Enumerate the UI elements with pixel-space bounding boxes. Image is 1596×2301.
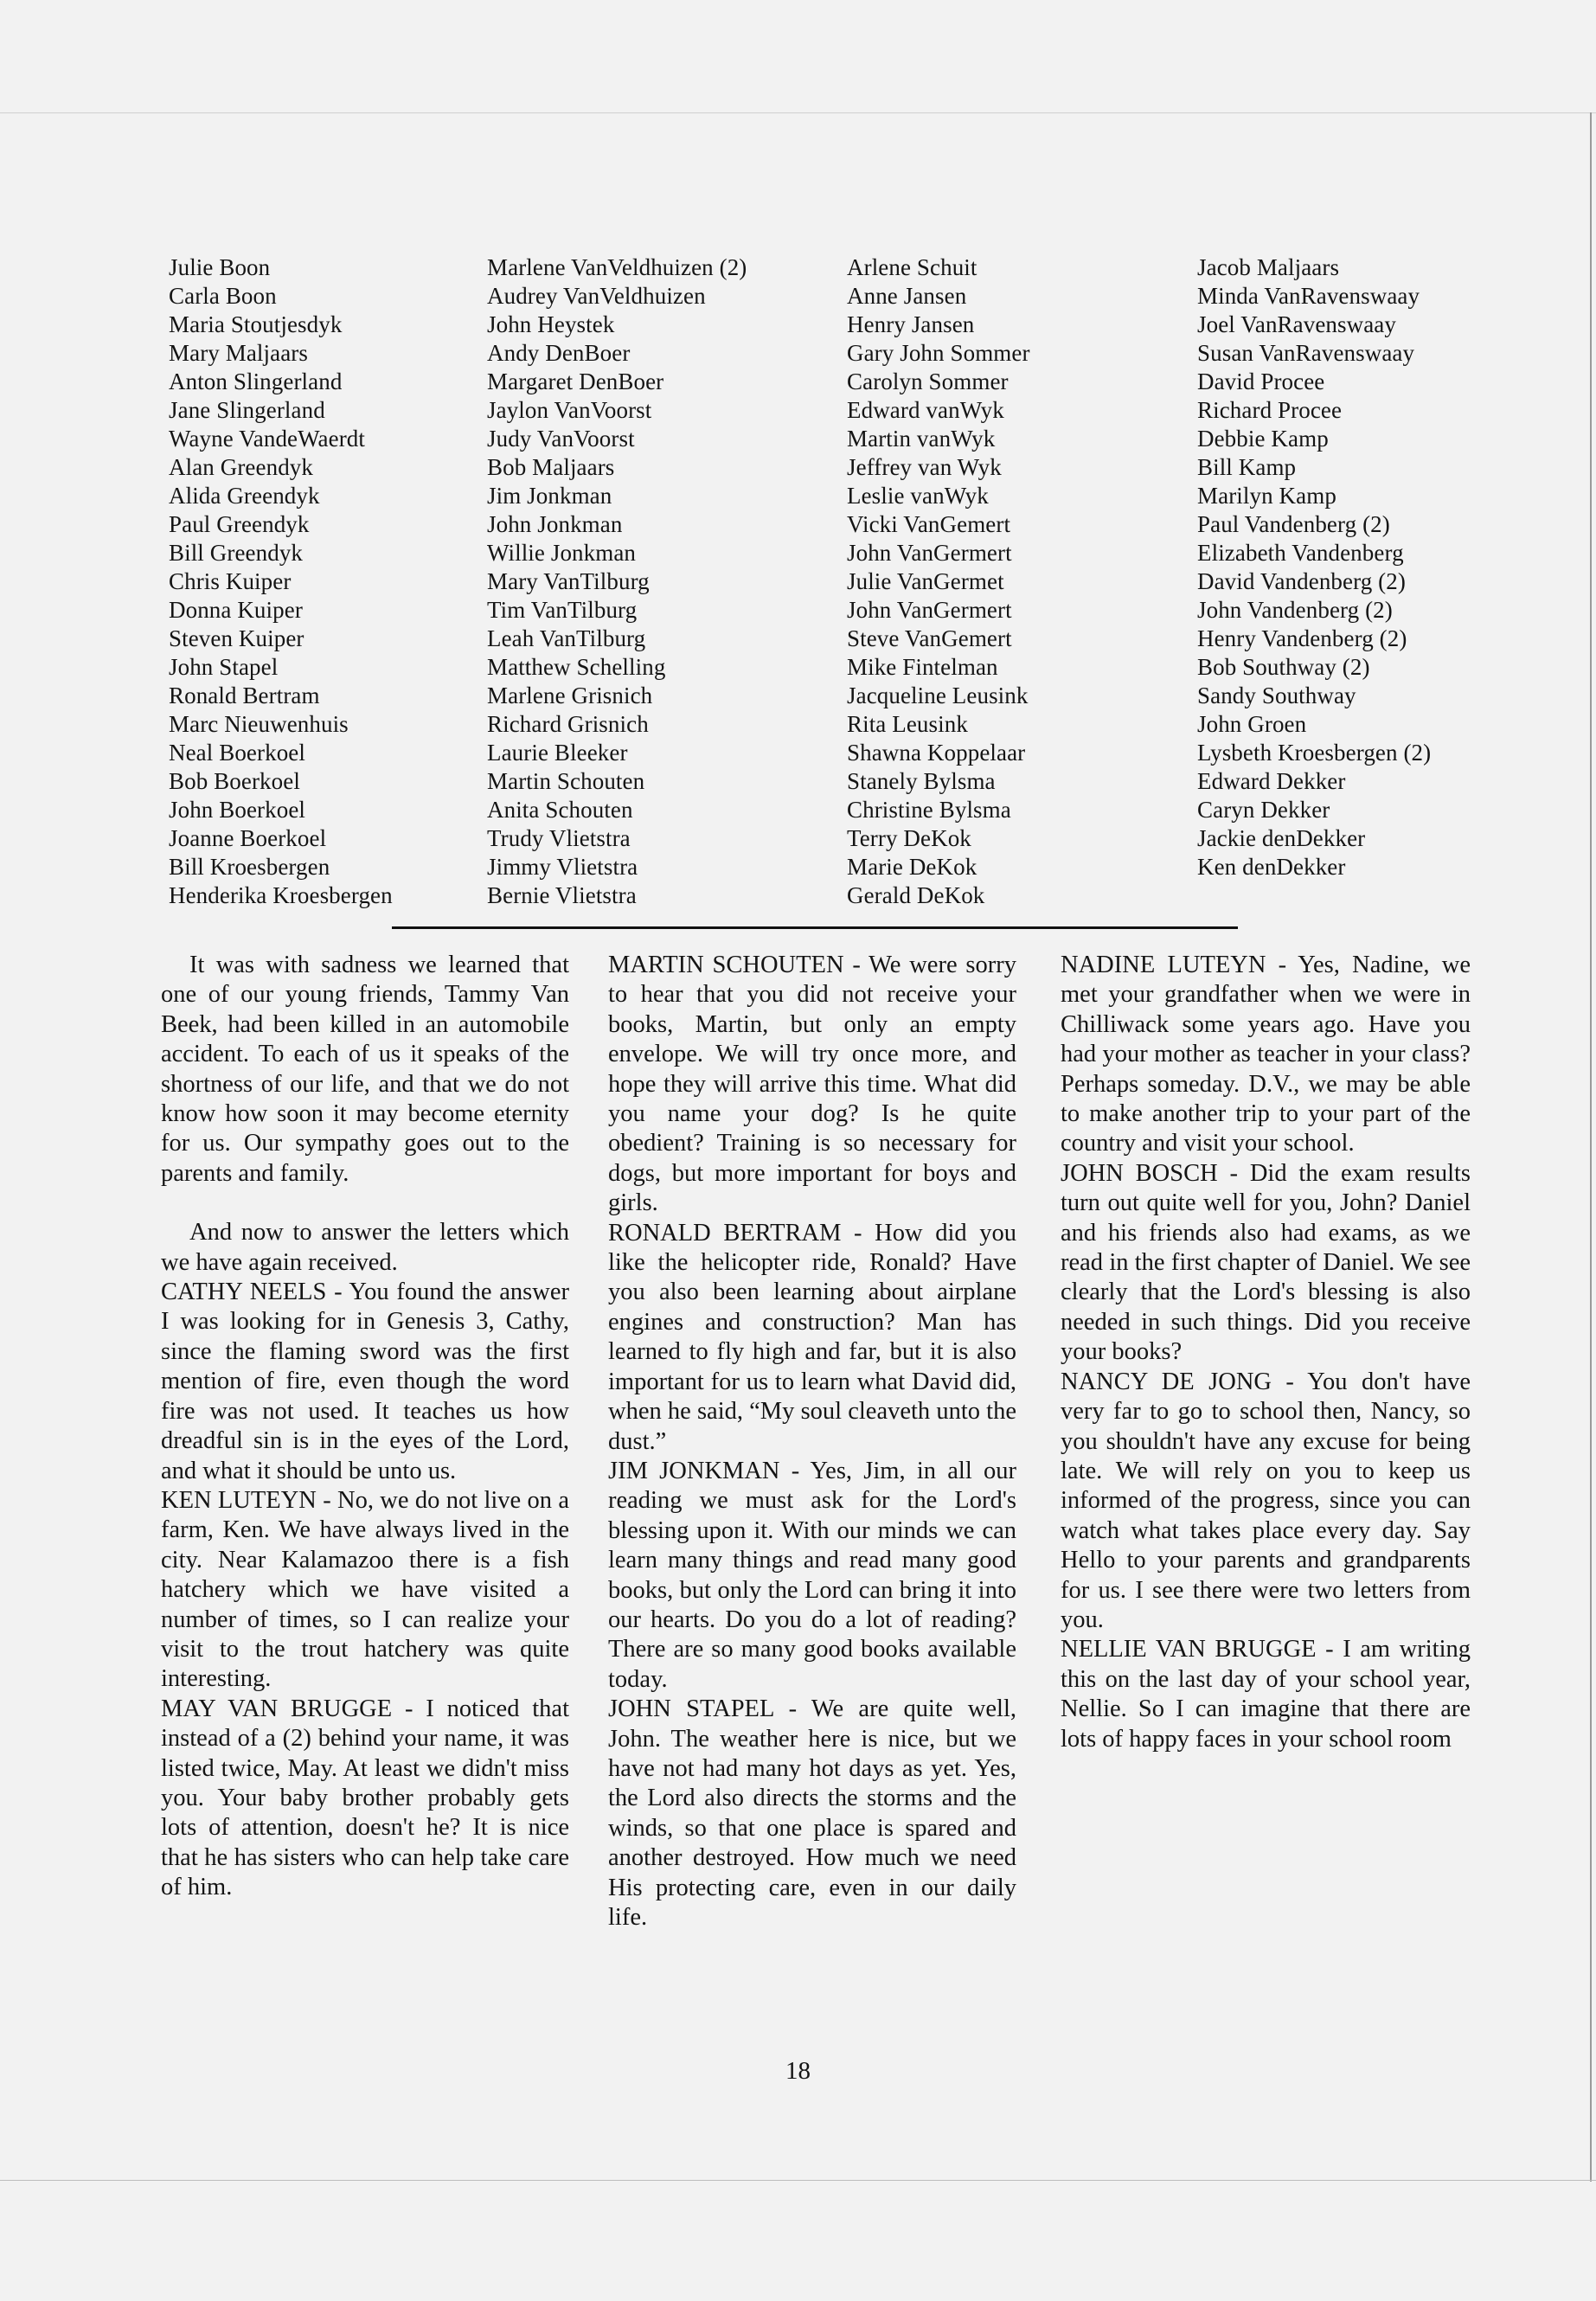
name-entry: Chris Kuiper [169, 568, 292, 594]
answer-intro-paragraph: And now to answer the letters which we have again received. [161, 1219, 569, 1276]
name-entry: Mary VanTilburg [487, 568, 650, 594]
name-entry: Andy DenBoer [487, 340, 631, 366]
name-entry: David Procee [1197, 369, 1325, 394]
name-entry: John VanGermert [847, 597, 1012, 623]
name-entry: Matthew Schelling [487, 654, 666, 680]
name-entry: Joanne Boerkoel [169, 825, 327, 851]
letter-nadine-luteyn: NADINE LUTEYN - Yes, Nadine, we met your grandfather when we were in Chilliwack some years ago. Have you had your mother as teacher in your class? Perhaps someday. D.V., we may be able to make another trip to your part of the country and visit your school. [1061, 952, 1471, 1157]
name-entry: Julie VanGermet [847, 568, 1004, 594]
name-entry: Donna Kuiper [169, 597, 303, 623]
name-entry: Bob Boerkoel [169, 768, 300, 794]
name-entry: Arlene Schuit [847, 254, 977, 280]
name-entry: Debbie Kamp [1197, 426, 1329, 452]
name-entry: Leslie vanWyk [847, 483, 989, 509]
name-entry: Jim Jonkman [487, 483, 612, 509]
name-entry: Laurie Bleeker [487, 740, 628, 766]
name-entry: Jacob Maljaars [1197, 254, 1340, 280]
name-entry: Joel VanRavenswaay [1197, 311, 1396, 337]
name-entry: Edward vanWyk [847, 397, 1004, 423]
name-entry: Jeffrey van Wyk [847, 454, 1002, 480]
name-entry: Trudy Vlietstra [487, 825, 631, 851]
letter-john-stapel: JOHN STAPEL - We are quite well, John. The weather here is nice, but we have not had many hot days as yet. Yes, the Lord also directs the storms and the winds, so that one place is spared and another destroyed. How much we need His protecting care, even in our daily life. [608, 1695, 1016, 1931]
name-entry: Rita Leusink [847, 711, 968, 737]
name-entry: Maria Stoutjesdyk [169, 311, 343, 337]
name-entry: Mike Fintelman [847, 654, 998, 680]
name-entry: Margaret DenBoer [487, 369, 664, 394]
name-entry: Caryn Dekker [1197, 797, 1330, 823]
name-entry: Bill Kroesbergen [169, 854, 330, 880]
intro-paragraph: It was with sadness we learned that one of our young friends, Tammy Van Beek, had been killed in an automobile accident. To each of us it speaks of the shortness of our life, and that we do not know how soon it may become eternity for us. Our sympathy goes out to the parents and family. [161, 952, 569, 1187]
name-entry: Carla Boon [169, 283, 277, 309]
name-entry: Alan Greendyk [169, 454, 313, 480]
page-right-edge [1590, 112, 1592, 2182]
name-entry: Bill Kamp [1197, 454, 1297, 480]
letter-jim-jonkman: JIM JONKMAN - Yes, Jim, in all our reading we must ask for the Lord's blessing upon it. With our minds we can learn many things and read many good books, but only the Lord can bring it into our hearts. Do you do a lot of reading? There are so many good books available today. [608, 1457, 1016, 1693]
letter-ken-luteyn: KEN LUTEYN - No, we do not live on a farm, Ken. We have always lived in the city. Near Kalamazoo there is a fish hatchery which we have visited a number of times, so I can realize your visit to the trout hatchery was quite interesting. [161, 1486, 569, 1693]
names-column-2 [487, 253, 747, 910]
letter-may-van-brugge: MAY VAN BRUGGE - I noticed that instead of a (2) behind your name, it was listed twice, May. At least we didn't miss you. Your baby brother probably gets lots of attention, doesn't he? It is nice that he has sisters who can help take care of him. [161, 1695, 569, 1901]
name-entry: Bob Southway (2) [1197, 654, 1370, 680]
name-entry: Marilyn Kamp [1197, 483, 1336, 509]
article-column-2 [608, 951, 1016, 1932]
name-entry: Neal Boerkoel [169, 740, 305, 766]
name-entry: Ronald Bertram [169, 683, 320, 708]
page-number: 18 [785, 2057, 811, 2085]
article-column-3 [1061, 951, 1471, 1754]
name-entry: Henry Vandenberg (2) [1197, 625, 1407, 651]
article-column-1 [161, 951, 569, 1903]
name-entry: John Heystek [487, 311, 615, 337]
name-entry: Anita Schouten [487, 797, 633, 823]
page-top-edge [0, 112, 1596, 113]
name-entry: Jane Slingerland [169, 397, 325, 423]
name-entry: Steven Kuiper [169, 625, 304, 651]
name-entry: Tim VanTilburg [487, 597, 638, 623]
name-entry: Christine Bylsma [847, 797, 1011, 823]
name-entry: John Vandenberg (2) [1197, 597, 1393, 623]
name-entry: Willie Jonkman [487, 540, 637, 566]
name-entry: John Groen [1197, 711, 1307, 737]
name-entry: Mary Maljaars [169, 340, 308, 366]
name-entry: Alida Greendyk [169, 483, 320, 509]
name-entry: Marc Nieuwenhuis [169, 711, 349, 737]
name-entry: Paul Greendyk [169, 511, 310, 537]
name-entry: Leah VanTilburg [487, 625, 646, 651]
name-entry: Bob Maljaars [487, 454, 615, 480]
letter-ronald-bertram: RONALD BERTRAM - How did you like the helicopter ride, Ronald? Have you also been learning about airplane engines and construction? Man has learned to fly high and far, but it is also important for us to learn what David did, when he said, “My soul cleaveth unto the dust.” [608, 1219, 1016, 1455]
names-column-1 [169, 253, 393, 910]
section-divider [392, 926, 1238, 929]
name-entry: Audrey VanVeldhuizen [487, 283, 706, 309]
name-entry: John Stapel [169, 654, 279, 680]
name-entry: Edward Dekker [1197, 768, 1346, 794]
page-bottom-edge [0, 2180, 1596, 2181]
name-entry: Jackie denDekker [1197, 825, 1366, 851]
name-entry: Gerald DeKok [847, 882, 985, 908]
name-entry: Henry Jansen [847, 311, 975, 337]
name-entry: Wayne VandeWaerdt [169, 426, 366, 452]
name-entry: Shawna Koppelaar [847, 740, 1026, 766]
letter-martin-schouten: MARTIN SCHOUTEN - We were sorry to hear that you did not receive your books, Martin, but only an empty envelope. We will try once more, and hope they will arrive this time. What did you name your dog? Is he quite obedient? Training is so necessary for dogs, but more important for boys and girls. [608, 952, 1016, 1217]
letter-cathy-neels: CATHY NEELS - You found the answer I was looking for in Genesis 3, Cathy, since the flaming sword was the first mention of fire, even though the word fire was not used. It teaches us how dreadful sin is in the eyes of the Lord, and what it should be unto us. [161, 1279, 569, 1484]
letter-nancy-de-jong: NANCY DE JONG - You don't have very far to go to school then, Nancy, so you shouldn't have any excuse for being late. We will rely on you to keep us informed of the progress, since you can watch what takes place every day. Say Hello to your parents and grandparents for us. I see there were two letters from you. [1061, 1368, 1471, 1633]
name-entry: Julie Boon [169, 254, 271, 280]
name-entry: Jimmy Vlietstra [487, 854, 638, 880]
name-entry: Jaylon VanVoorst [487, 397, 652, 423]
names-column-4 [1197, 253, 1431, 881]
name-entry: John VanGermert [847, 540, 1012, 566]
name-entry: Paul Vandenberg (2) [1197, 511, 1390, 537]
name-entry: Henderika Kroesbergen [169, 882, 393, 908]
name-entry: Martin Schouten [487, 768, 645, 794]
name-entry: Anton Slingerland [169, 369, 343, 394]
name-entry: Steve VanGemert [847, 625, 1012, 651]
name-entry: Marie DeKok [847, 854, 977, 880]
name-entry: Lysbeth Kroesbergen (2) [1197, 740, 1432, 766]
letter-john-bosch: JOHN BOSCH - Did the exam results turn out quite well for you, John? Daniel and his friends also had exams, as we read in the first chapter of Daniel. We see clearly that the Lord's blessing is also needed in such things. Did you receive your books? [1061, 1159, 1471, 1366]
name-entry: Susan VanRavenswaay [1197, 340, 1415, 366]
name-entry: Judy VanVoorst [487, 426, 635, 452]
name-entry: Martin vanWyk [847, 426, 996, 452]
name-entry: John Jonkman [487, 511, 623, 537]
name-entry: Terry DeKok [847, 825, 971, 851]
name-entry: Ken denDekker [1197, 854, 1346, 880]
name-entry: Sandy Southway [1197, 683, 1356, 708]
name-entry: Bill Greendyk [169, 540, 304, 566]
name-entry: Jacqueline Leusink [847, 683, 1029, 708]
name-entry: Elizabeth Vandenberg [1197, 540, 1404, 566]
name-entry: Richard Grisnich [487, 711, 649, 737]
name-entry: Minda VanRavenswaay [1197, 283, 1420, 309]
name-entry: Carolyn Sommer [847, 369, 1009, 394]
name-entry: Gary John Sommer [847, 340, 1030, 366]
name-entry: Richard Procee [1197, 397, 1343, 423]
name-entry: Marlene VanVeldhuizen (2) [487, 254, 747, 280]
name-entry: Stanely Bylsma [847, 768, 996, 794]
name-entry: Marlene Grisnich [487, 683, 653, 708]
name-entry: Anne Jansen [847, 283, 967, 309]
name-entry: David Vandenberg (2) [1197, 568, 1406, 594]
letter-nellie-van-brugge: NELLIE VAN BRUGGE - I am writing this on the last day of your school year, Nellie. So I can imagine that there are lots of happy faces in your school room [1061, 1636, 1471, 1753]
name-entry: John Boerkoel [169, 797, 306, 823]
names-column-3 [847, 253, 1030, 910]
name-entry: Bernie Vlietstra [487, 882, 637, 908]
name-entry: Vicki VanGemert [847, 511, 1011, 537]
